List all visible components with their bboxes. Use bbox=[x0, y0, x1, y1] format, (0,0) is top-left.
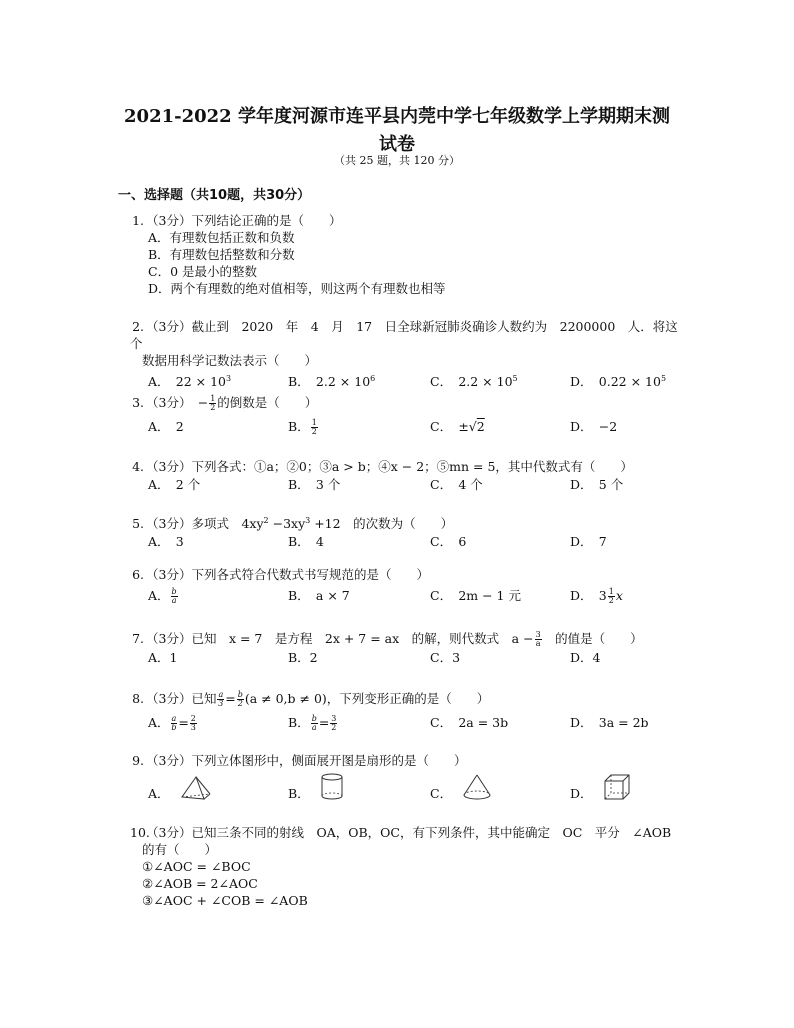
option-b: B． 3 个 bbox=[288, 477, 341, 492]
section-heading: 一、选择题（共10题，共30分） bbox=[118, 188, 311, 203]
option-a: A． $22 \times 10^3$ bbox=[148, 374, 232, 390]
option-a: A．1 bbox=[148, 650, 178, 665]
option-c: C． bbox=[430, 785, 492, 802]
cube-icon bbox=[603, 773, 631, 801]
question-stem-cont: 的有（ ） bbox=[142, 842, 218, 857]
fraction: $\frac{1}{2}$ bbox=[210, 394, 216, 412]
question-stem: （3分）下列结论正确的是（ ） bbox=[146, 213, 342, 228]
option-a: A．有理数包括正数和负数 bbox=[148, 230, 295, 245]
option-d: D．两个有理数的绝对值相等，则这两个有理数也相等 bbox=[148, 281, 446, 296]
question-5: 5. （3分）多项式 $4xy^2 -3xy^3 +12$ 的次数为（ ） A． 3 B． 4 C． 6 D． 7 bbox=[130, 512, 690, 552]
option-a: A． 3 bbox=[148, 534, 184, 550]
question-number: 8. bbox=[132, 691, 144, 706]
option-c: C． 2a = 3b bbox=[430, 715, 509, 730]
option-b: B．2 bbox=[288, 650, 318, 665]
option-b: B． $\frac{b}{a}$ = $\frac{3}{2}$ bbox=[288, 714, 337, 732]
option-b: B． a × 7 bbox=[288, 588, 350, 603]
question-number: 6. bbox=[132, 567, 144, 582]
condition-2: ②∠AOB = 2∠AOC bbox=[142, 876, 258, 891]
pyramid-icon bbox=[180, 775, 212, 801]
option-a: A． 2 bbox=[148, 419, 184, 434]
option-d: D． bbox=[570, 785, 631, 802]
question-number: 4. bbox=[132, 459, 144, 474]
option-b: B．有理数包括整数和分数 bbox=[148, 247, 295, 262]
title-line-2: 试卷 bbox=[379, 134, 415, 155]
option-c: C． 4 个 bbox=[430, 477, 483, 492]
options-row bbox=[130, 370, 690, 389]
question-stem: （3分）截止到 2020 年 4 月 17 日全球新冠肺炎确诊人数约为 2200000 人．将这个 bbox=[130, 319, 678, 351]
question-stem: （3分）下列立体图形中，侧面展开图是扇形的是（ ） bbox=[146, 753, 467, 768]
question-6 bbox=[130, 566, 690, 606]
options-row bbox=[130, 533, 690, 552]
condition-3: ③∠AOC + ∠COB = ∠AOB bbox=[142, 893, 308, 908]
question-stem: （3分）已知三条不同的射线 OA，OB，OC，有下列条件，其中能确定 OC 平分 ∠AOB bbox=[146, 825, 672, 840]
option-d: D． 7 bbox=[570, 534, 607, 550]
option-c: C．0 是最小的整数 bbox=[148, 264, 257, 279]
question-1 bbox=[130, 212, 690, 297]
options-row bbox=[130, 773, 690, 807]
option-a: A． 2 个 bbox=[148, 477, 201, 492]
question-stem: （3分）下列各式符合代数式书写规范的是（ ） bbox=[146, 567, 429, 582]
option-b: B． $2.2 \times 10^6$ bbox=[288, 374, 376, 390]
option-d: D．4 bbox=[570, 650, 601, 665]
question-number: 5. bbox=[132, 516, 144, 532]
option-c: C． 6 bbox=[430, 534, 467, 550]
options-row bbox=[130, 714, 690, 733]
question-stem-cont: 数据用科学记数法表示（ ） bbox=[142, 353, 318, 368]
condition-1: ①∠AOC = ∠BOC bbox=[142, 859, 251, 874]
question-number: 7. bbox=[132, 631, 144, 646]
option-d: D． 3a = 2b bbox=[570, 715, 649, 730]
option-b: B． $\frac{1}{2}$ bbox=[288, 418, 317, 436]
question-number: 10. bbox=[130, 825, 150, 840]
option-c: C． $2.2 \times 10^5$ bbox=[430, 374, 518, 390]
option-b: B． bbox=[288, 785, 344, 802]
page-subtitle: （共 25 题，共 120 分） bbox=[334, 154, 460, 167]
option-d: D． 3 $\frac{1}{2}$ x bbox=[570, 587, 623, 605]
options-row bbox=[130, 649, 690, 668]
question-9 bbox=[130, 752, 690, 807]
question-number: 9. bbox=[132, 753, 144, 768]
title-line-1: 2021-2022 学年度河源市连平县内莞中学七年级数学上学期期末测 bbox=[124, 106, 670, 127]
page-title bbox=[100, 103, 694, 159]
option-d: D． $0.22 \times 10^5$ bbox=[570, 374, 667, 390]
question-4 bbox=[130, 458, 690, 495]
question-7: 7. （3分）已知 x = 7 是方程 2x + 7 = ax 的解，则代数式 a − $\frac{3}{a}$ 的值是（ ） A．1 B．2 C．3 D．4 bbox=[130, 630, 690, 668]
question-3: 3. （3分） − $\frac{1}{2}$ 的倒数是（ ） A． 2 B． $\frac{1}{2}$ C． ±√2 D． −2 bbox=[130, 394, 690, 437]
question-stem: （3分）下列各式：①a；②0；③a > b；④x − 2；⑤mn = 5，其中代数式有（ ） bbox=[146, 459, 633, 474]
options-row bbox=[130, 587, 690, 606]
question-2 bbox=[130, 318, 690, 389]
sqrt-icon: √ bbox=[468, 419, 477, 434]
option-c: C． 2m − 1 元 bbox=[430, 588, 521, 603]
question-8: 8. （3分）已知 $\frac{a}{3}$ = $\frac{b}{2}$ (a ≠ 0,b ≠ 0)，下列变形正确的是（ ） A． $\frac{a}{b}$ = $\frac{2}{3}$ B． $\frac{b}{a}$ = $\frac{3}{2}$ C． 2a = 3b D． 3a = 2b bbox=[130, 690, 690, 733]
question-10 bbox=[130, 824, 690, 909]
option-d: D． 5 个 bbox=[570, 477, 624, 492]
option-a: A． $\frac{a}{b}$ = $\frac{2}{3}$ bbox=[148, 714, 196, 732]
cylinder-icon bbox=[320, 773, 344, 801]
cone-icon bbox=[462, 773, 492, 801]
option-a: A． $\frac{b}{a}$ bbox=[148, 587, 177, 605]
option-d: D． −2 bbox=[570, 419, 618, 434]
question-number: 1. bbox=[132, 213, 144, 228]
question-number: 3. bbox=[132, 395, 144, 410]
options-row bbox=[130, 418, 690, 437]
options-row bbox=[130, 476, 690, 495]
option-b: B． 4 bbox=[288, 534, 324, 550]
option-c: C． ±√2 bbox=[430, 419, 485, 434]
question-number: 2. bbox=[132, 319, 144, 334]
option-a: A． bbox=[148, 785, 212, 802]
option-c: C．3 bbox=[430, 650, 461, 665]
